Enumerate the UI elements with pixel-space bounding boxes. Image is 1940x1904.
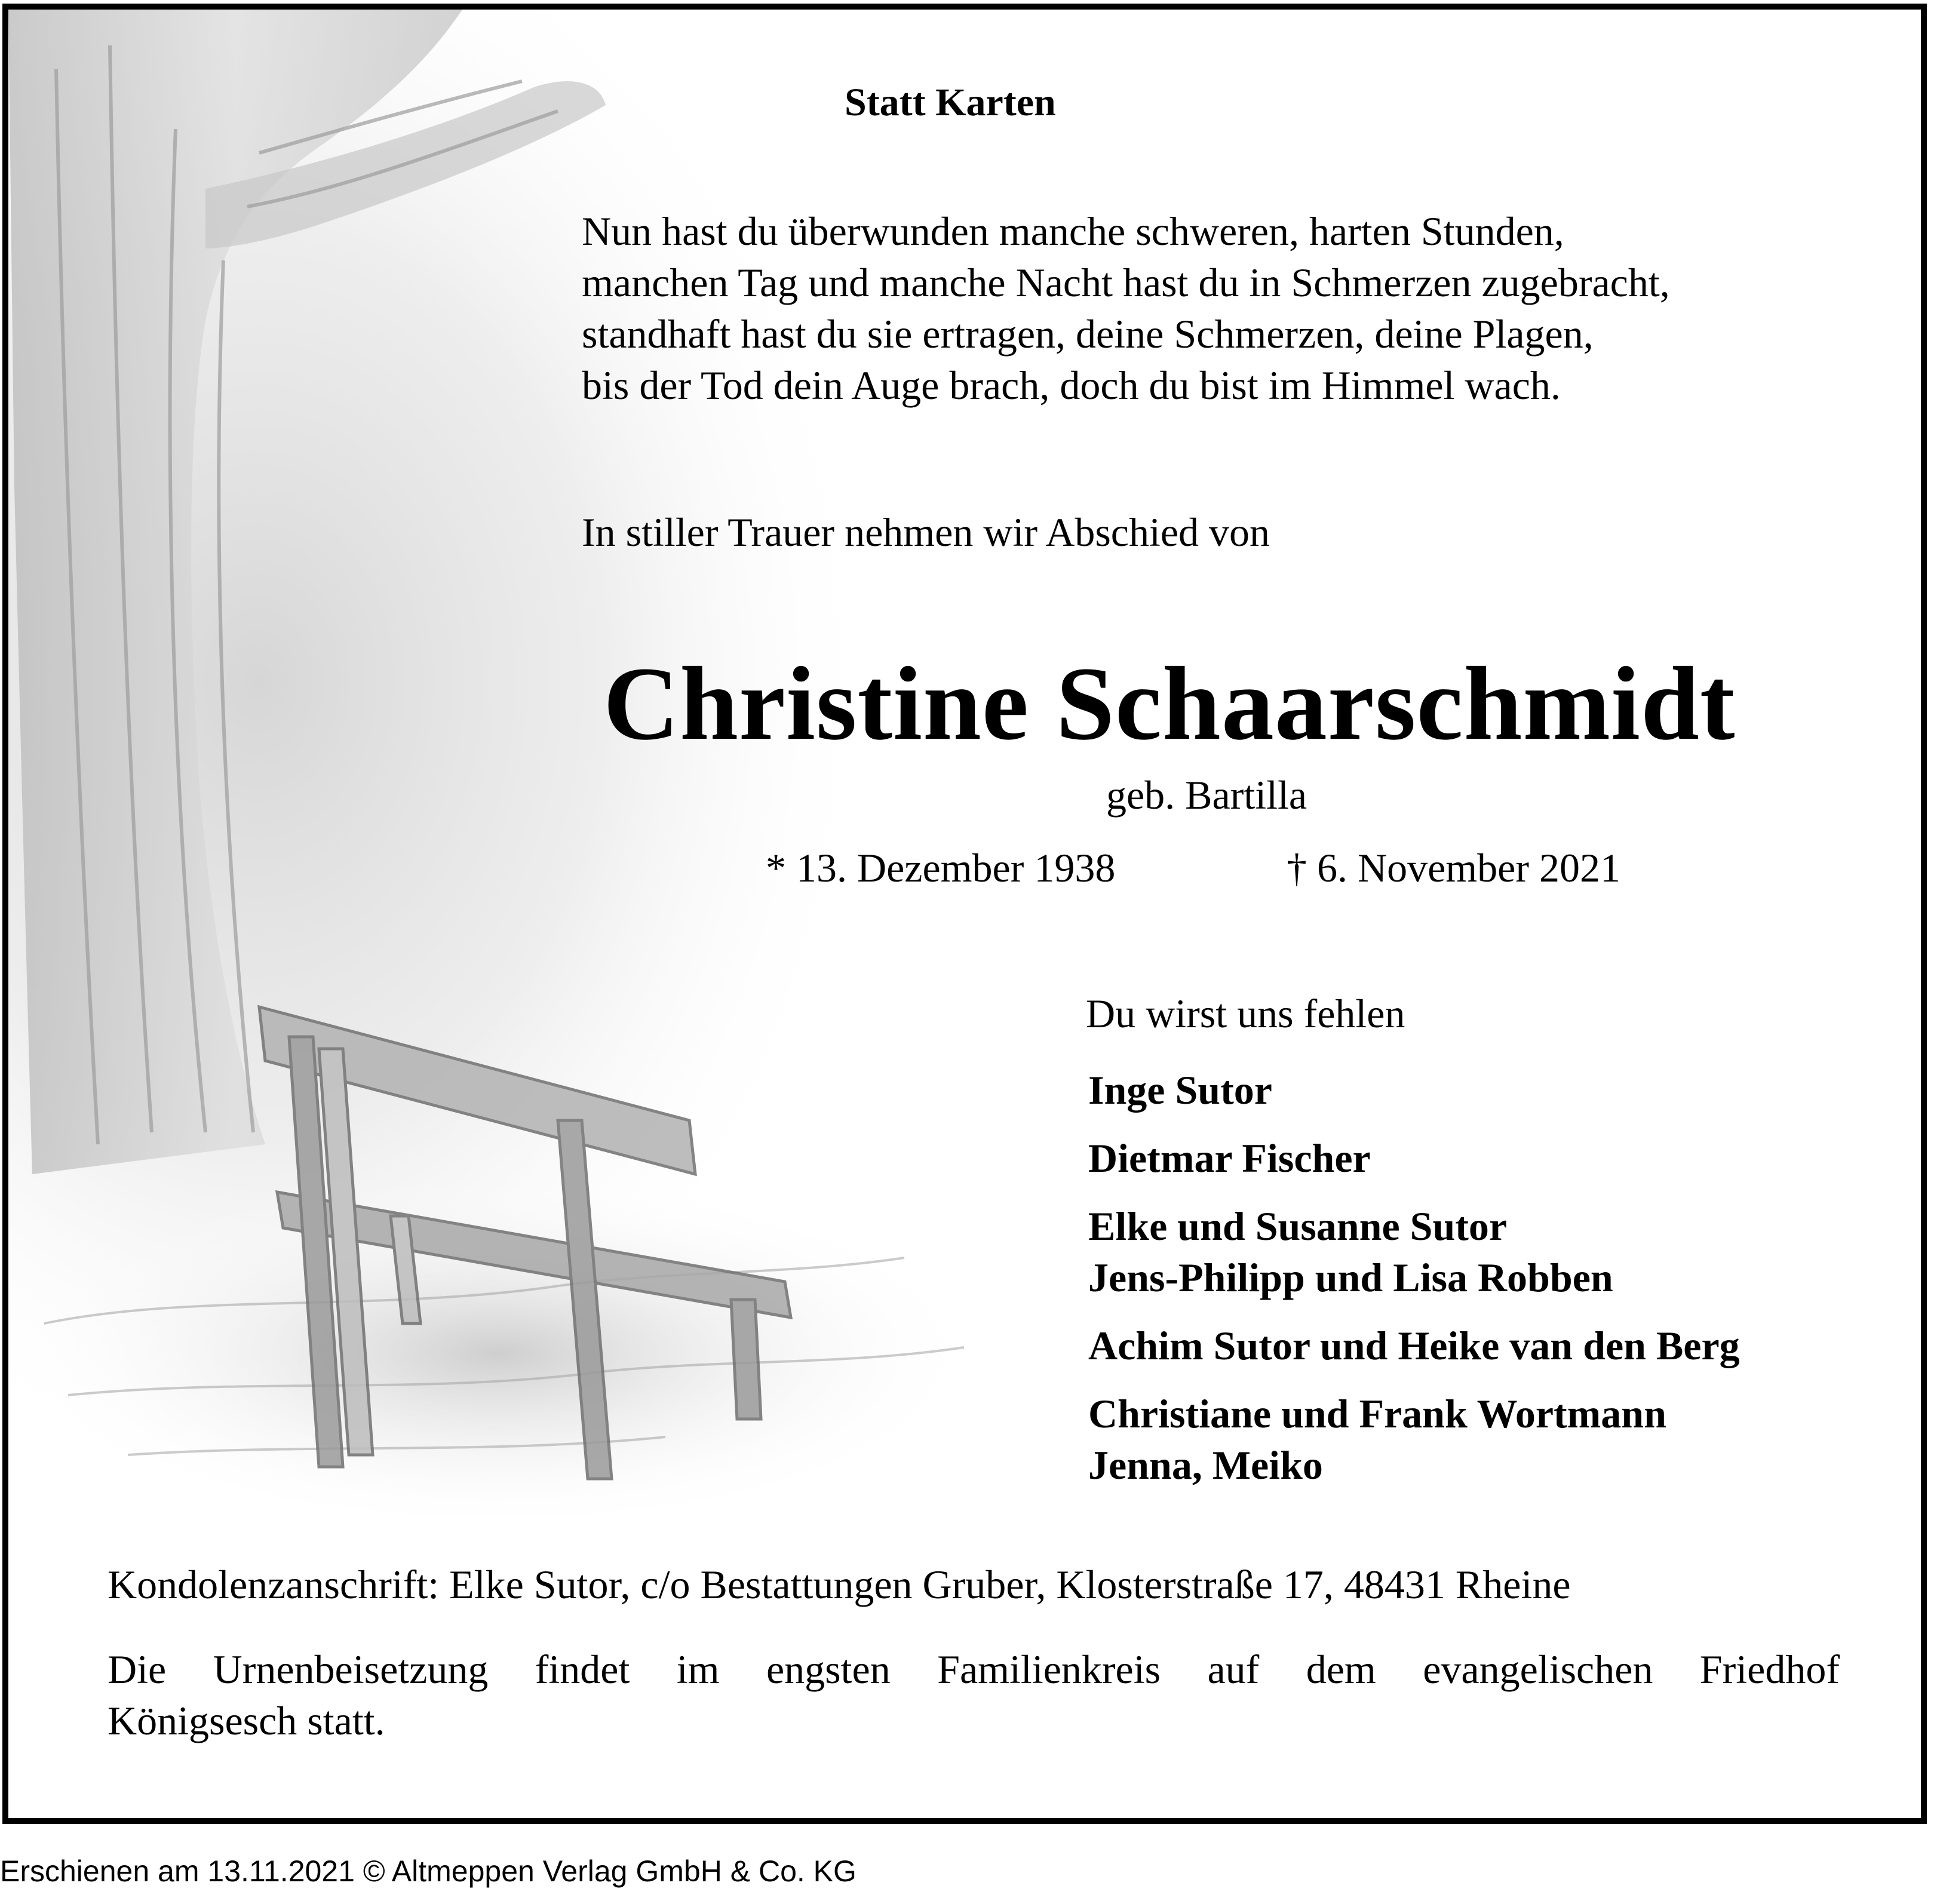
mourner-group	[1088, 1320, 1740, 1371]
publication-footer: Erschienen am 13.11.2021 © Altmeppen Verlag GmbH & Co. KG	[0, 1854, 857, 1888]
obituary-frame	[2, 4, 1927, 1824]
mourners-list	[1088, 1064, 1740, 1507]
miss-you-text: Du wirst uns fehlen	[1086, 991, 1405, 1036]
mourner-name: Christiane und Frank Wortmann	[1088, 1391, 1666, 1436]
poem-line: bis der Tod dein Auge brach, doch du bist im Himmel wach.	[582, 363, 1561, 408]
heading-statt-karten: Statt Karten	[845, 81, 1056, 124]
condolence-address: Kondolenzanschrift: Elke Sutor, c/o Bestattungen Gruber, Klosterstraße 17, 48431 Rheine	[108, 1562, 1571, 1607]
burial-note-line: Königsesch statt.	[108, 1698, 385, 1743]
mourner-name: Achim Sutor und Heike van den Berg	[1088, 1323, 1740, 1368]
mourner-group	[1088, 1388, 1740, 1491]
mourner-name: Inge Sutor	[1088, 1067, 1272, 1113]
poem-line: standhaft hast du sie ertragen, deine Schmerzen, deine Plagen,	[582, 311, 1594, 357]
poem-line: Nun hast du überwunden manche schweren, harten Stunden,	[582, 208, 1564, 254]
maiden-name: geb. Bartilla	[1106, 772, 1307, 818]
mourner-name: Elke und Susanne Sutor	[1088, 1203, 1508, 1249]
poem-line: manchen Tag und manche Nacht hast du in Schmerzen zugebracht,	[582, 260, 1670, 305]
death-date: † 6. November 2021	[1287, 845, 1621, 890]
mourner-group	[1088, 1132, 1740, 1184]
mourner-name: Jens-Philipp und Lisa Robben	[1088, 1255, 1613, 1300]
mourner-name: Jenna, Meiko	[1088, 1442, 1323, 1488]
birth-date: * 13. Dezember 1938	[766, 845, 1116, 890]
poem	[582, 205, 1670, 411]
burial-note-line: Die Urnenbeisetzung findet im engsten Familienkreis auf dem evangelischen Friedhof	[108, 1647, 1840, 1692]
mourner-group	[1088, 1200, 1740, 1303]
mourner-name: Dietmar Fischer	[1088, 1135, 1371, 1181]
deceased-name: Christine Schaarschmidt	[603, 646, 1736, 762]
intro-text: In stiller Trauer nehmen wir Abschied von	[582, 509, 1270, 555]
burial-note	[108, 1644, 1840, 1746]
mourner-group	[1088, 1064, 1740, 1116]
